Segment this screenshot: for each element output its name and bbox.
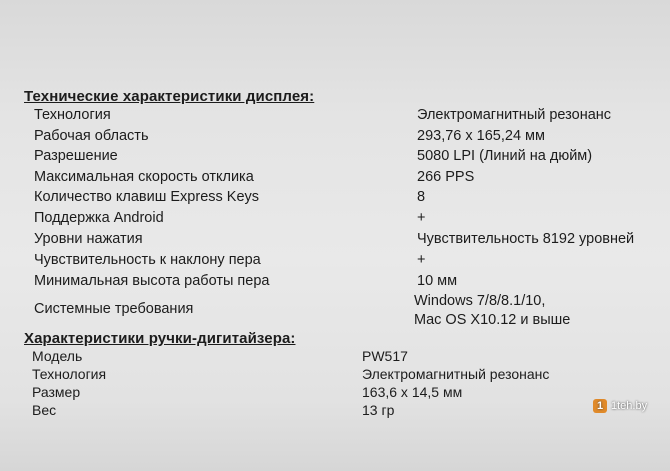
- spec-row: [0, 230, 670, 250]
- spec-label: Рабочая область: [34, 128, 149, 144]
- spec-label: Технология: [34, 107, 111, 123]
- spec-value: 266 PPS: [417, 169, 475, 185]
- spec-row: [0, 188, 670, 208]
- watermark-text: 1teh.by: [611, 400, 648, 412]
- spec-value: 8: [417, 189, 426, 205]
- spec-row: [0, 168, 670, 188]
- spec-label: Количество клавиш Express Keys: [34, 189, 260, 205]
- spec-value: Чувствительность 8192 уровней: [417, 231, 635, 247]
- spec-value: 10 мм: [417, 273, 458, 289]
- spec-value: 5080 LPI (Линий на дюйм): [417, 148, 593, 164]
- spec-label: Технология: [32, 366, 107, 382]
- spec-label: Уровни нажатия: [34, 231, 143, 247]
- spec-value: 13 гр: [362, 402, 395, 418]
- spec-value: +: [417, 252, 426, 268]
- spec-value: Электромагнитный резонанс: [417, 107, 612, 123]
- 1teh-logo-icon: 1: [593, 399, 607, 413]
- spec-row: [0, 272, 670, 292]
- site-watermark: [593, 396, 667, 416]
- spec-label: Поддержка Android: [34, 210, 164, 226]
- spec-value: Электромагнитный резонанс: [362, 366, 550, 382]
- spec-value: 293,76 х 165,24 мм: [417, 128, 545, 144]
- pen-specs-heading: Характеристики ручки-дигитайзера:: [24, 330, 296, 347]
- spec-label: Максимальная скорость отклика: [34, 169, 254, 185]
- spec-value: Windows 7/8/8.1/10,: [414, 293, 546, 309]
- spec-row: [0, 147, 670, 167]
- spec-value: +: [417, 210, 426, 226]
- spec-value: Mac OS X10.12 и выше: [414, 312, 571, 328]
- spec-row: [0, 127, 670, 147]
- spec-label: Вес: [32, 402, 57, 418]
- spec-row: [0, 347, 670, 367]
- spec-value: PW517: [362, 348, 408, 364]
- spec-row: [0, 401, 670, 421]
- spec-row: [0, 365, 670, 385]
- spec-label: Чувствительность к наклону пера: [34, 252, 261, 268]
- spec-row: [0, 251, 670, 271]
- spec-label: Модель: [32, 348, 83, 364]
- spec-row: [0, 106, 670, 126]
- display-specs-heading: Технические характеристики дисплея:: [24, 88, 315, 105]
- spec-label: Размер: [32, 384, 81, 400]
- spec-label: Разрешение: [34, 148, 118, 164]
- spec-row: [0, 383, 670, 403]
- spec-label: Системные требования: [34, 301, 194, 317]
- spec-label: Минимальная высота работы пера: [34, 273, 270, 289]
- spec-row: [0, 209, 670, 229]
- spec-value: 163,6 х 14,5 мм: [362, 384, 463, 400]
